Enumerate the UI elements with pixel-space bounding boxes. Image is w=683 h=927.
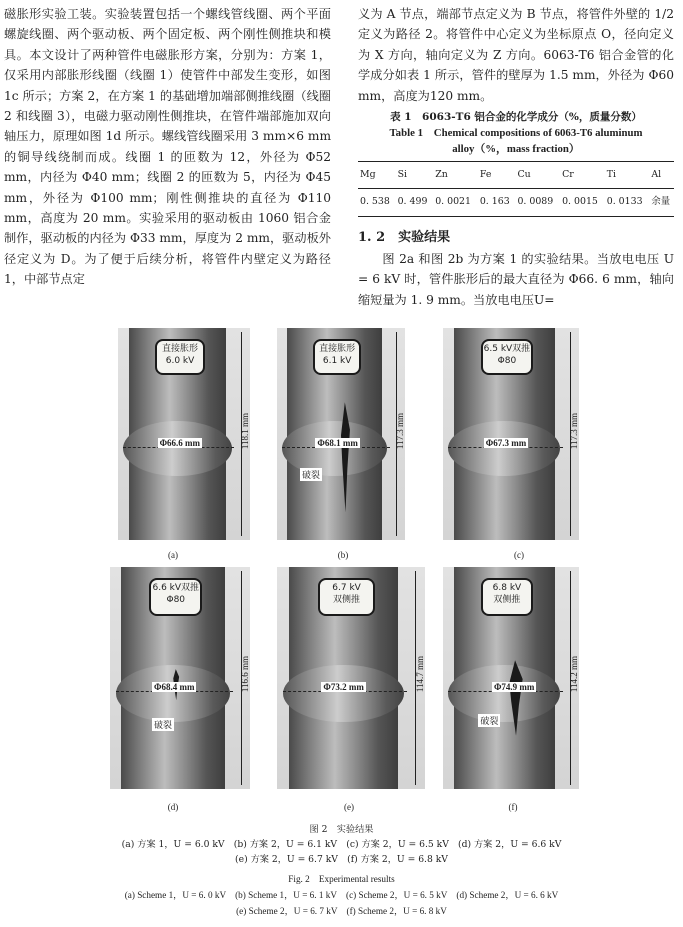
- bulge-region: [448, 421, 560, 476]
- photo-b: [277, 328, 405, 540]
- photo-e: [277, 567, 425, 789]
- diameter-label: Φ66.6 mm: [159, 438, 201, 449]
- bulge-region: [283, 665, 404, 723]
- table-caption-en-1: Table 1 Chemical compositions of 6063-T6 aluminum: [389, 127, 643, 140]
- diameter-label: Φ74.9 mm: [493, 682, 535, 693]
- panel-letter-a: (a): [168, 550, 178, 560]
- sample-label-card: 直接胀形 6.0 kV: [155, 339, 205, 375]
- panel-letter-c: (c): [514, 550, 524, 560]
- panel-letter-e: (e): [344, 802, 354, 812]
- sample-label-card: 直接胀形 6.1 kV: [313, 339, 362, 375]
- crack-label: 破裂: [478, 714, 500, 727]
- figure-caption-cn-line1: (a) 方案 1，U = 6.0 kV (b) 方案 2，U = 6.1 kV (c) 方案 2，U = 6.5 kV (d) 方案 2，U = 6.6 kV: [121, 839, 562, 850]
- sample-label-card: 6.7 kV 双侧推: [318, 578, 374, 616]
- bulge-region: [123, 421, 231, 476]
- figure-caption-en-line1: (a) Scheme 1，U = 6. 0 kV (b) Scheme 1，U = 6. 1 kV (c) Scheme 2，U = 6. 5 kV (d) Scheme 2，U = 6. 6 kV: [124, 890, 559, 900]
- panel-letter-b: (b): [337, 550, 349, 560]
- table-cell: 0. 0089: [517, 196, 554, 208]
- sample-label-card: 6.5 kV双推 Φ80: [481, 339, 533, 375]
- table-cell: 余量: [651, 196, 671, 208]
- figure-caption-cn-title: 图 2 实验结果: [309, 824, 374, 835]
- bulge-region: [282, 421, 387, 476]
- table-cell: 0. 538: [360, 196, 390, 208]
- height-label: 117.3 mm: [569, 412, 579, 449]
- table-header-cell: Ti: [606, 169, 617, 181]
- table-caption-cn: 表 1 6063-T6 铝合金的化学成分（%，质量分数）: [390, 111, 642, 124]
- right-paragraph-top: 义为 A 节点，端部节点定义为 B 节点，将管件外壁的 1/2 定义为路径 2。将管件中心定义为坐标原点 O，径向定义为 X 方向，轴向定义为 Z 方向。6063-T6 铝合金管的化学成分如表 1 所示，管件的壁厚为 1.5 mm，外径为 Φ60 mm，高度为120 mm。: [358, 7, 674, 103]
- sample-label-card: 6.8 kV 双侧推: [481, 578, 533, 616]
- sample-label-card: 6.6 kV双推 Φ80: [149, 578, 202, 616]
- left-paragraph: 磁胀形实验工装。实验装置包括一个螺线管线圈、两个平面螺旋线圈、两个驱动板、两个固定板、两个刚性侧推块和模具。本文设计了两种管件电磁胀形方案，分别为：方案 1，仅采用内部胀形线圈（线圈 1）使管件中部发生变形，如图 1c 所示；方案 2，在方案 1 的基础增加端部侧推线圈（线圈 2 和线圈 3），电磁力驱动刚性侧推块，在管件端部施加双向轴压力，原理如图 1d 所示。螺线管线圈采用 3 mm×6 mm的铜导线绕制而成。线圈 1 的匝数为 12，外径为 Φ52 mm，内径为 Φ40 mm；线圈 2 的匝数为 5，内径为 Φ45 mm，外径为 Φ100 mm；刚性侧推块的直径为 Φ110 mm，高度为 20 mm。实验采用的驱动板由 1060 铝合金制作，驱动板的内径为 Φ33 mm，厚度为 2 mm，驱动板外径定义为 D。为了便于后续分析，将管件内壁定义为路径 1，中部节点定: [4, 7, 331, 287]
- right-paragraph-bottom: 图 2a 和图 2b 为方案 1 的实验结果。当放电电压 U = 6 kV 时，管件胀形后的最大直径为 Φ66. 6 mm，轴向缩短量为 1. 9 mm。当放电电压U=: [358, 251, 674, 307]
- photo-d: [110, 567, 250, 789]
- table-cell: 0. 0015: [562, 196, 598, 208]
- table-header-cell: Cr: [562, 169, 574, 181]
- height-label: 118.1 mm: [240, 412, 250, 449]
- figure-caption-en-line2: (e) Scheme 2，U = 6. 7 kV (f) Scheme 2，U = 6. 8 kV: [236, 906, 447, 916]
- diameter-label: Φ73.2 mm: [323, 682, 364, 693]
- diameter-label: Φ67.3 mm: [485, 438, 527, 449]
- crack-label: 破裂: [152, 718, 174, 731]
- crack-label: 破裂: [300, 468, 322, 481]
- diameter-label: Φ68.4 mm: [154, 682, 195, 693]
- table-header-row: [358, 162, 674, 189]
- table-cell: 0. 0133: [606, 196, 643, 208]
- diameter-label: Φ68.1 mm: [317, 438, 358, 449]
- left-column: [4, 4, 331, 290]
- table-row: [358, 189, 674, 216]
- height-label: 114.2 mm: [569, 655, 579, 692]
- table-cell: 0. 499: [397, 196, 428, 208]
- bulge-region: [448, 665, 560, 723]
- photo-a: [118, 328, 250, 540]
- table-header-cell: Si: [397, 169, 408, 181]
- bulge-region: [116, 665, 231, 723]
- panel-letter-d: (d): [167, 802, 179, 812]
- section-heading: 1. 2 实验结果: [358, 229, 451, 245]
- height-label: 117.3 mm: [395, 412, 405, 449]
- table-header-cell: Mg: [360, 169, 376, 181]
- table-header-cell: Cu: [517, 169, 531, 181]
- panel-letter-f: (f): [508, 802, 518, 812]
- table-cell: 0. 163: [479, 196, 510, 208]
- table-cell: 0. 0021: [435, 196, 471, 208]
- photo-c: [443, 328, 579, 540]
- photo-f: [443, 567, 579, 789]
- table-caption-en-2: alloy（%，mass fraction）: [452, 143, 580, 156]
- height-label: 114.7 mm: [415, 655, 425, 692]
- height-label: 116.6 mm: [240, 655, 250, 692]
- figure-caption-en-title: Fig. 2 Experimental results: [288, 874, 395, 884]
- table-header-cell: Fe: [479, 169, 492, 181]
- table-header-cell: Al: [651, 169, 662, 181]
- table-header-cell: Zn: [435, 169, 448, 181]
- right-column: [358, 4, 674, 310]
- figure-caption-cn-line2: (e) 方案 2，U = 6.7 kV (f) 方案 2，U = 6.8 kV: [235, 854, 448, 865]
- composition-table: [358, 161, 674, 217]
